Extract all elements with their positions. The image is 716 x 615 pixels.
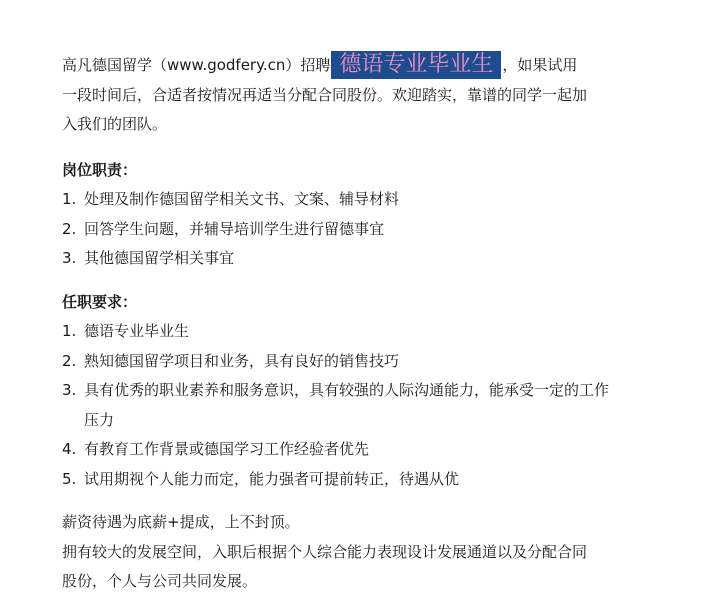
closing-line-1: 拥有较大的发展空间，入职后根据个人综合能力表现设计发展通道以及分配合同 [62, 542, 588, 561]
duties-heading: 岗位职责： [62, 160, 138, 179]
item-number: 2. [62, 219, 77, 238]
item-text: 回答学生问题，并辅导培训学生进行留德事宜 [84, 219, 385, 238]
item-number: 2. [62, 351, 77, 370]
item-text: 其他德国留学相关事宜 [84, 249, 235, 267]
list-item [62, 185, 622, 215]
requirements-section [62, 288, 622, 495]
item-text: 处理及制作德国留学相关文书、文案、辅导材料 [84, 190, 400, 208]
item-number: 4. [62, 440, 77, 458]
item-text: 熟知德国留学项目和业务，具有良好的销售技巧 [84, 351, 400, 370]
item-text: 具有优秀的职业素养和服务意识，具有较强的人际沟通能力，能承受一定的工作压力 [84, 381, 610, 429]
intro-line-3: 入我们的团队。 [62, 115, 168, 133]
intro-paragraph [62, 50, 622, 140]
salary-line: 薪资待遇为底薪+提成，上不封顶。 [62, 513, 300, 531]
intro-line-1 [62, 50, 622, 81]
list-item [62, 465, 622, 495]
list-item [62, 317, 622, 347]
item-text: 有教育工作背景或德国学习工作经验者优先 [84, 440, 370, 458]
closing-line-2: 股份，个人与公司共同发展。 [62, 572, 258, 590]
list-item [62, 435, 622, 465]
item-number: 1. [62, 322, 77, 340]
list-item [62, 244, 622, 274]
item-number: 3. [62, 381, 77, 399]
item-text: 试用期视个人能力而定，能力强者可提前转正，待遇从优 [84, 469, 460, 488]
duties-section [62, 156, 622, 274]
item-number: 3. [62, 249, 77, 267]
requirements-heading: 任职要求： [62, 292, 138, 311]
intro-prefix: 高凡德国留学（www.godfery.cn）招聘 [62, 56, 331, 74]
requirements-list [62, 317, 622, 494]
list-item [62, 215, 622, 245]
duties-list [62, 185, 622, 274]
list-item [62, 347, 622, 377]
intro-line-2: 一段时间后，合适者按情况再适当分配合同股份。欢迎踏实，靠谱的同学一起加 [62, 85, 588, 104]
list-item [62, 376, 622, 435]
item-number: 5. [62, 469, 77, 488]
item-number: 1. [62, 190, 77, 208]
highlighted-position: 德语专业毕业生 [331, 51, 501, 79]
job-posting [62, 50, 622, 597]
item-text: 德语专业毕业生 [84, 322, 190, 340]
closing-paragraph [62, 508, 622, 597]
intro-suffix: ，如果试用 [502, 56, 578, 74]
